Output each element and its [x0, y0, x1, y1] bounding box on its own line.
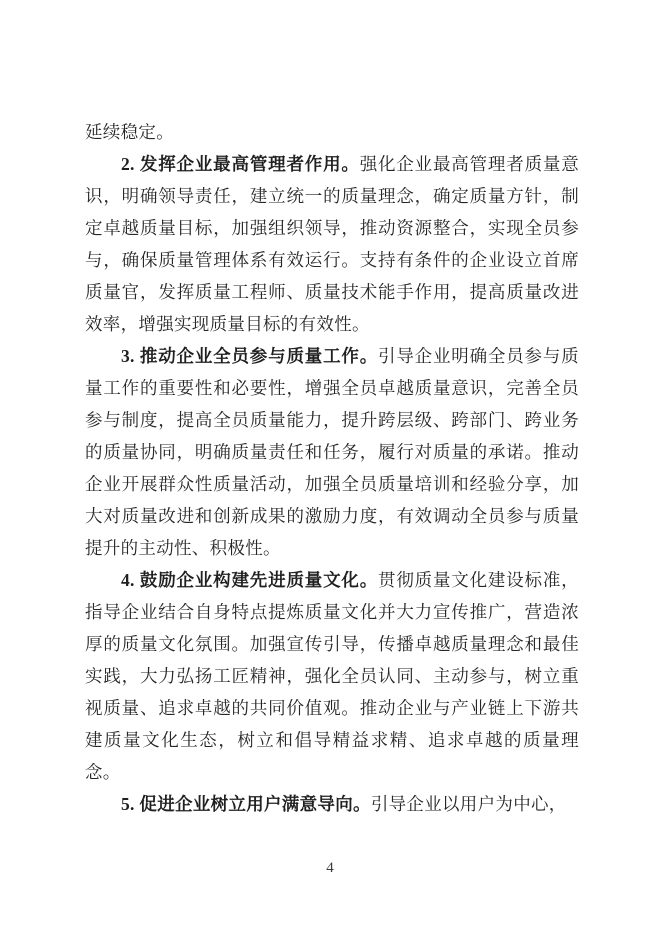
document-body [85, 116, 579, 820]
paragraph-2-text: 强化企业最高管理者质量意识，明确领导责任，建立统一的质量理念，确定质量方针，制定卓越质量目标，加强组织领导，推动资源整合，实现全员参与，确保质量管理体系有效运行。支持有条件的企业设立首席质量官，发挥质量工程师、质量技术能手作用，提高质量改进效率，增强实现质量目标的有效性。 [85, 154, 579, 334]
paragraph-5-heading: 5. 促进企业树立用户满意导向。 [121, 794, 371, 814]
paragraph-4 [85, 564, 579, 788]
paragraph-2-heading: 2. 发挥企业最高管理者作用。 [121, 154, 360, 174]
paragraph-2 [85, 148, 579, 340]
paragraph-3-heading: 3. 推动企业全员参与质量工作。 [121, 346, 379, 366]
paragraph-4-heading: 4. 鼓励企业构建先进质量文化。 [121, 570, 379, 590]
paragraph-4-text: 贯彻质量文化建设标准，指导企业结合自身特点提炼质量文化并大力宣传推广，营造浓厚的质量文化氛围。加强宣传引导，传播卓越质量理念和最佳实践，大力弘扬工匠精神，强化全员认同、主动参与，树立重视质量、追求卓越的共同价值观。推动企业与产业链上下游共建质量文化生态，树立和倡导精益求精、追求卓越的质量理念。 [85, 570, 579, 782]
paragraph-5-text: 引导企业以用户为中心， [370, 794, 567, 814]
paragraph-5 [85, 788, 579, 820]
page-footer [0, 858, 660, 878]
page-number: 4 [326, 860, 334, 876]
paragraph-3 [85, 340, 579, 564]
paragraph-continuation: 延续稳定。 [85, 122, 174, 142]
paragraph-3-text: 引导企业明确全员参与质量工作的重要性和必要性，增强全员卓越质量意识，完善全员参与制度，提高全员质量能力，提升跨层级、跨部门、跨业务的质量协同，明确质量责任和任务，履行对质量的承诺。推动企业开展群众性质量活动，加强全员质量培训和经验分享，加大对质量改进和创新成果的激励力度，有效调动全员参与质量提升的主动性、积极性。 [85, 346, 579, 558]
